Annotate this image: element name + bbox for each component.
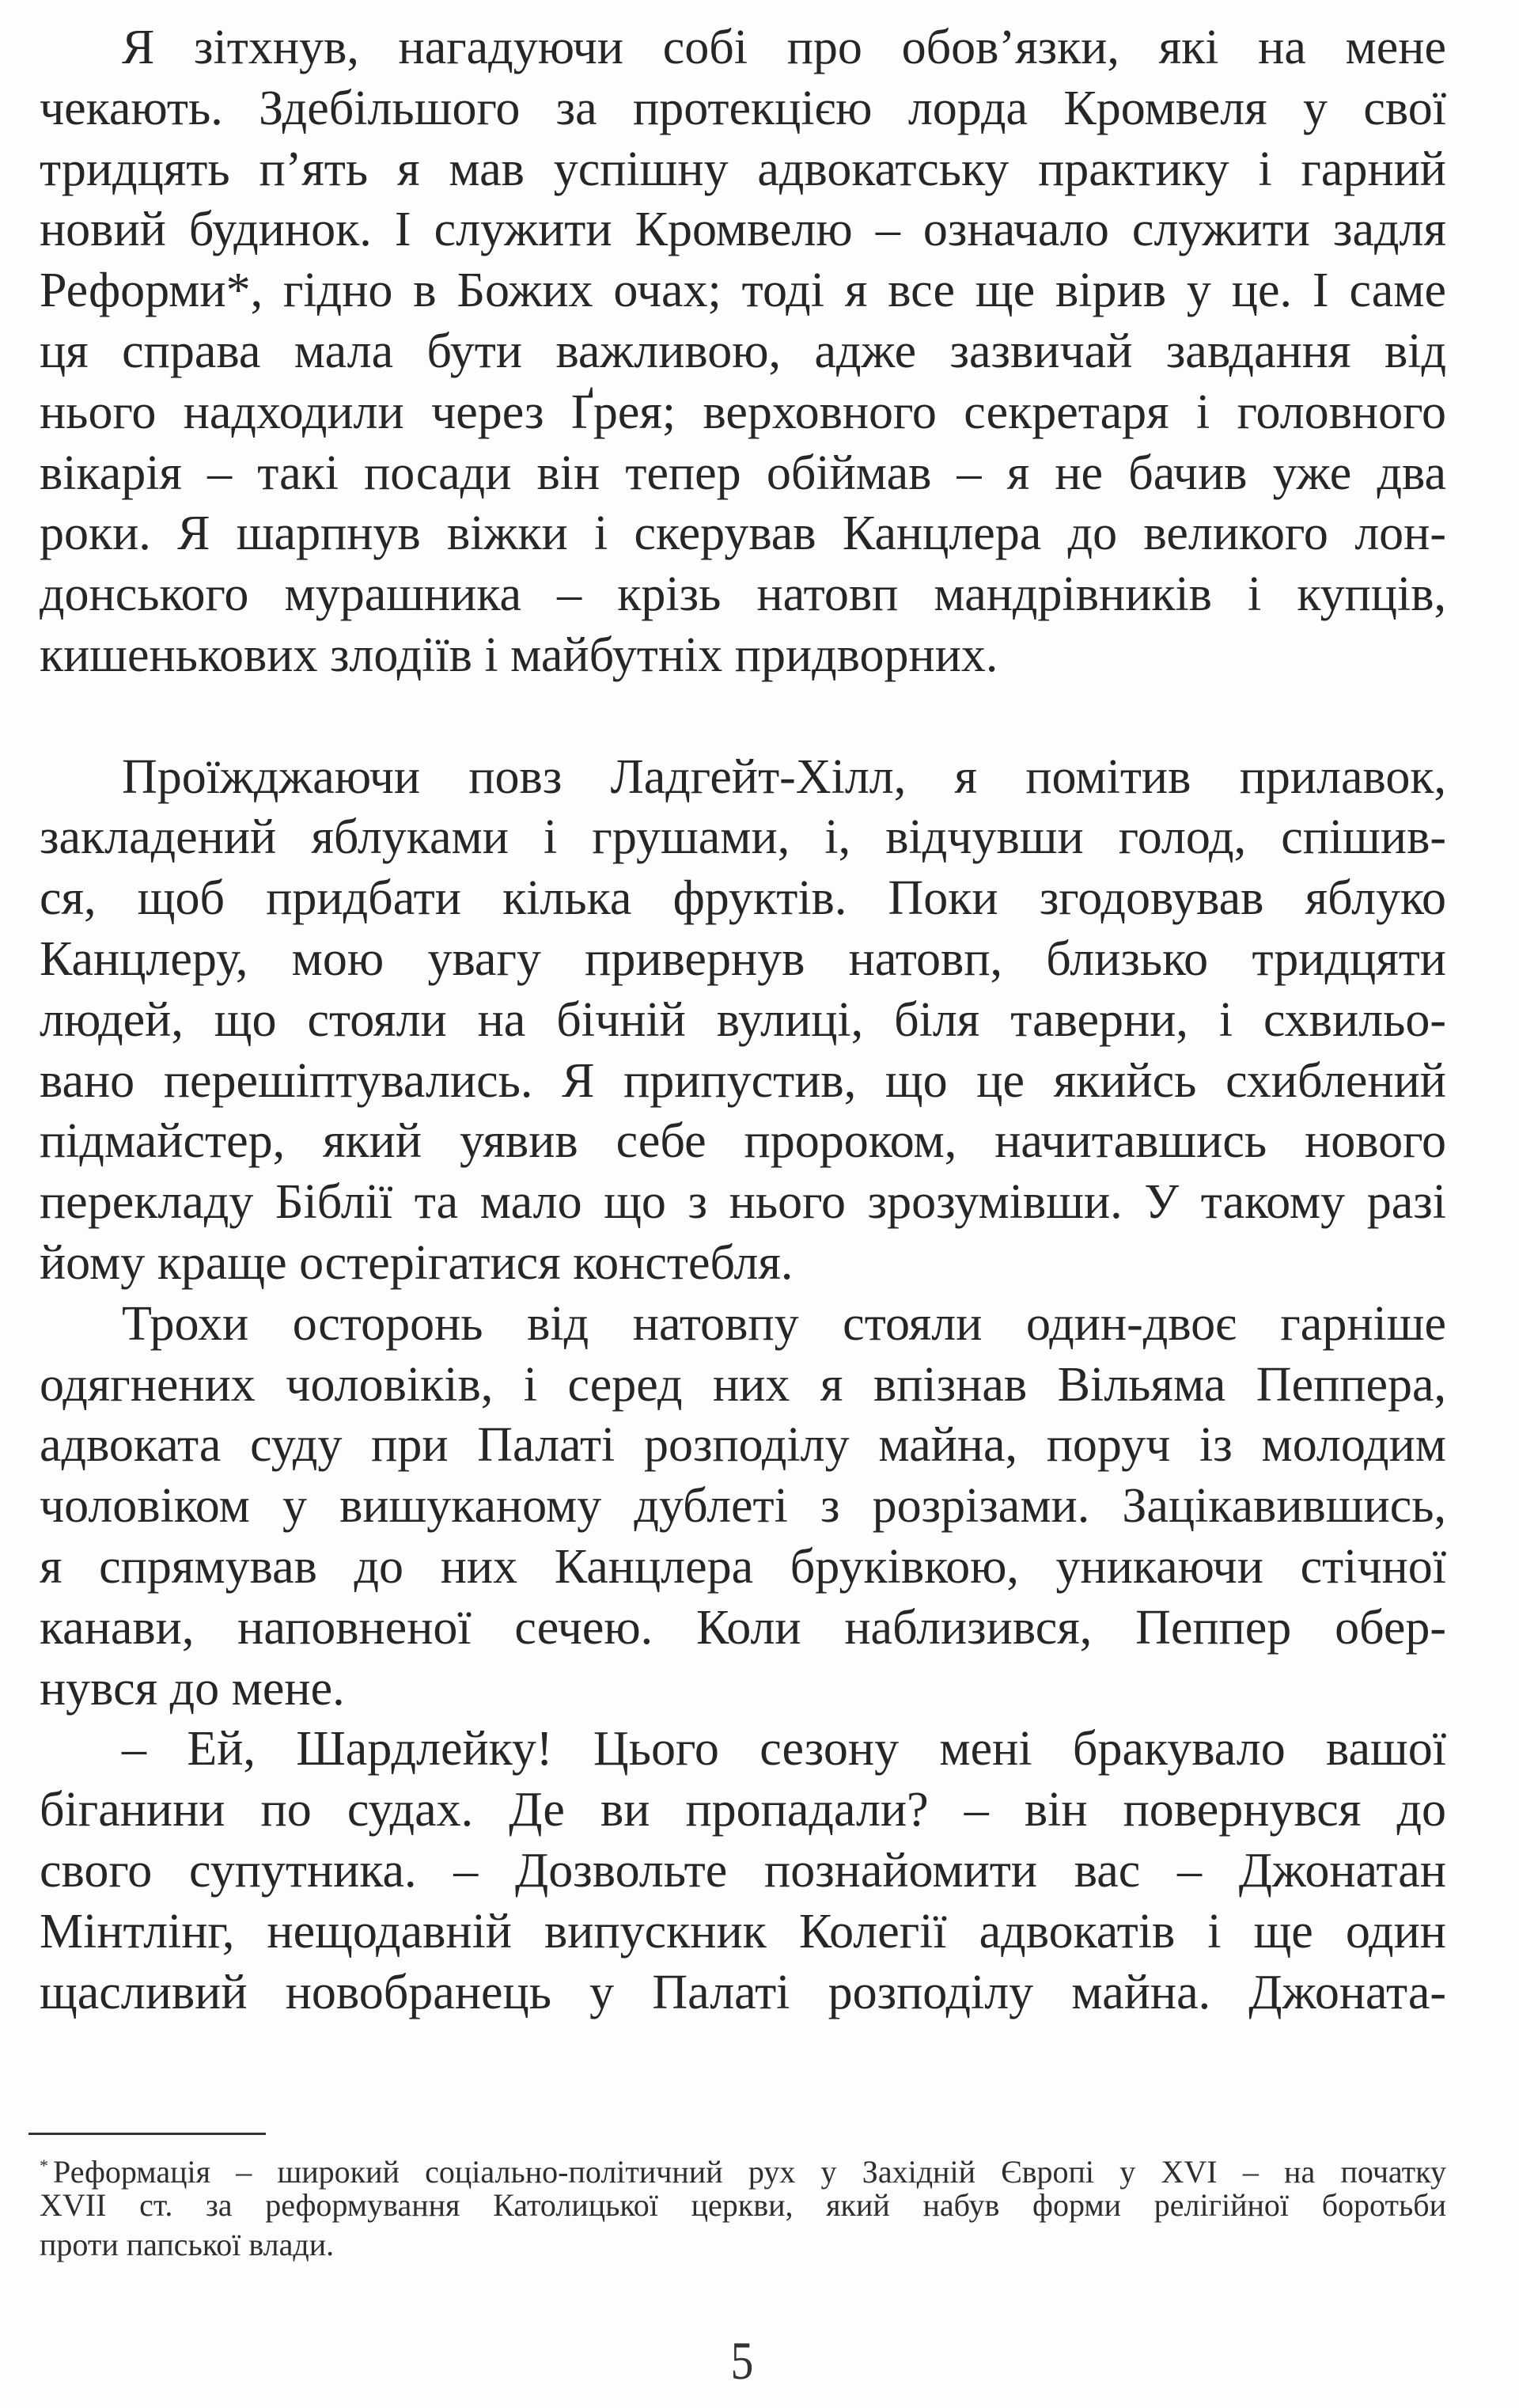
text-line: людей, що стояли на бічній вулиці, біля таверни, і схвильо- [40,992,1446,1047]
text-line: вікарія – такі посади він тепер обіймав – я не бачив уже два [40,446,1446,500]
text-line: новий будинок. І служити Кромвелю – означало служити задля [40,203,1446,257]
text-line: закладений яблуками і грушами, і, відчувши голод, спішив- [40,810,1446,865]
text-line: Проїжджаючи повз Ладгейт-Хілл, я помітив прилавок, [122,749,1446,804]
text-line: йому краще остерігатися констебля. [40,1235,794,1290]
footnote-text: Реформація – широкий соціально-політичний рух у Західній Європі у XVI – на початку [53,2154,1446,2190]
text-line: кишенькових злодіїв і майбутніх придворних. [40,628,998,682]
page-number-value: 5 [730,2330,754,2391]
text-line: ся, щоб придбати кілька фруктів. Поки згодовував яблуко [40,871,1446,926]
footnote-marker: * [40,2156,48,2175]
text-line: підмайстер, який уявив себе пророком, начитавшись нового [40,1114,1446,1169]
text-line: нувся до мене. [40,1661,345,1716]
text-line: одягнених чоловіків, і серед них я впізнав Вільяма Пеппера, [40,1357,1446,1412]
paragraph-2 [40,747,1446,1294]
text-line: донського мурашника – крізь натовп мандрівників і купців, [40,567,1446,622]
paragraph-4 [40,1719,1446,2023]
text-line: нього надходили через Ґрея; верховного секретаря і головного [40,385,1446,439]
text-line: ця справа мала бути важливою, адже зазвичай завдання від [40,324,1446,378]
page-number [0,2330,1484,2391]
text-line: – Ей, Шардлейку! Цього сезону мені бракувало вашої [122,1722,1446,1777]
text-line: чоловіком у вишуканому дублеті з розрізами. Зацікавившись, [40,1479,1446,1534]
text-line: канави, наповненої сечею. Коли наблизився, Пеппер обер- [40,1600,1446,1655]
text-line: Канцлеру, мою увагу привернув натовп, близько тридцяти [40,931,1446,986]
paragraph-3 [40,1294,1446,1720]
paragraph-1 [40,17,1446,686]
footnote-line [40,2146,1446,2190]
text-line: чекають. Здебільшого за протекцією лорда Кромвеля у свої [40,81,1446,135]
text-line: роки. Я шарпнув віжки і скерував Канцлера до великого лон- [40,506,1446,561]
text-line: перекладу Біблії та мало що з нього зрозумівши. У такому разі [40,1175,1446,1230]
text-line: Мінтлінг, нещодавній випускник Колегії адвокатів і ще один [40,1904,1446,1959]
footnote-line: XVII ст. за реформування Католицької церкви, який набув форми релігійної боротьби [40,2187,1446,2223]
text-line: біганини по судах. Де ви пропадали? – він повернувся до [40,1783,1446,1837]
paragraph-gap [40,686,1446,747]
text-line: Реформи*, гідно в Божих очах; тоді я все ще вірив у це. І саме [40,264,1446,318]
text-line: я спрямував до них Канцлера бруківкою, уникаючи стічної [40,1539,1446,1594]
footnote-line: проти папської влади. [40,2227,335,2262]
text-line: щасливий новобранець у Палаті розподілу майна. Джоната- [40,1965,1446,2019]
text-line: свого супутника. – Дозвольте познайомити вас – Джонатан [40,1843,1446,1898]
footnote-divider [28,2133,266,2135]
text-line: вано перешіптувались. Я припустив, що це якийсь схиблений [40,1053,1446,1108]
footnote [40,2146,1446,2265]
text-line: тридцять п’ять я мав успішну адвокатську практику і гарний [40,142,1446,196]
text-line: адвоката суду при Палаті розподілу майна, поруч із молодим [40,1418,1446,1473]
text-line: Трохи осторонь від натовпу стояли один-двоє гарніше [122,1296,1446,1351]
body-text [40,17,1446,2023]
text-line: Я зітхнув, нагадуючи собі про обов’язки, які на мене [122,21,1446,74]
